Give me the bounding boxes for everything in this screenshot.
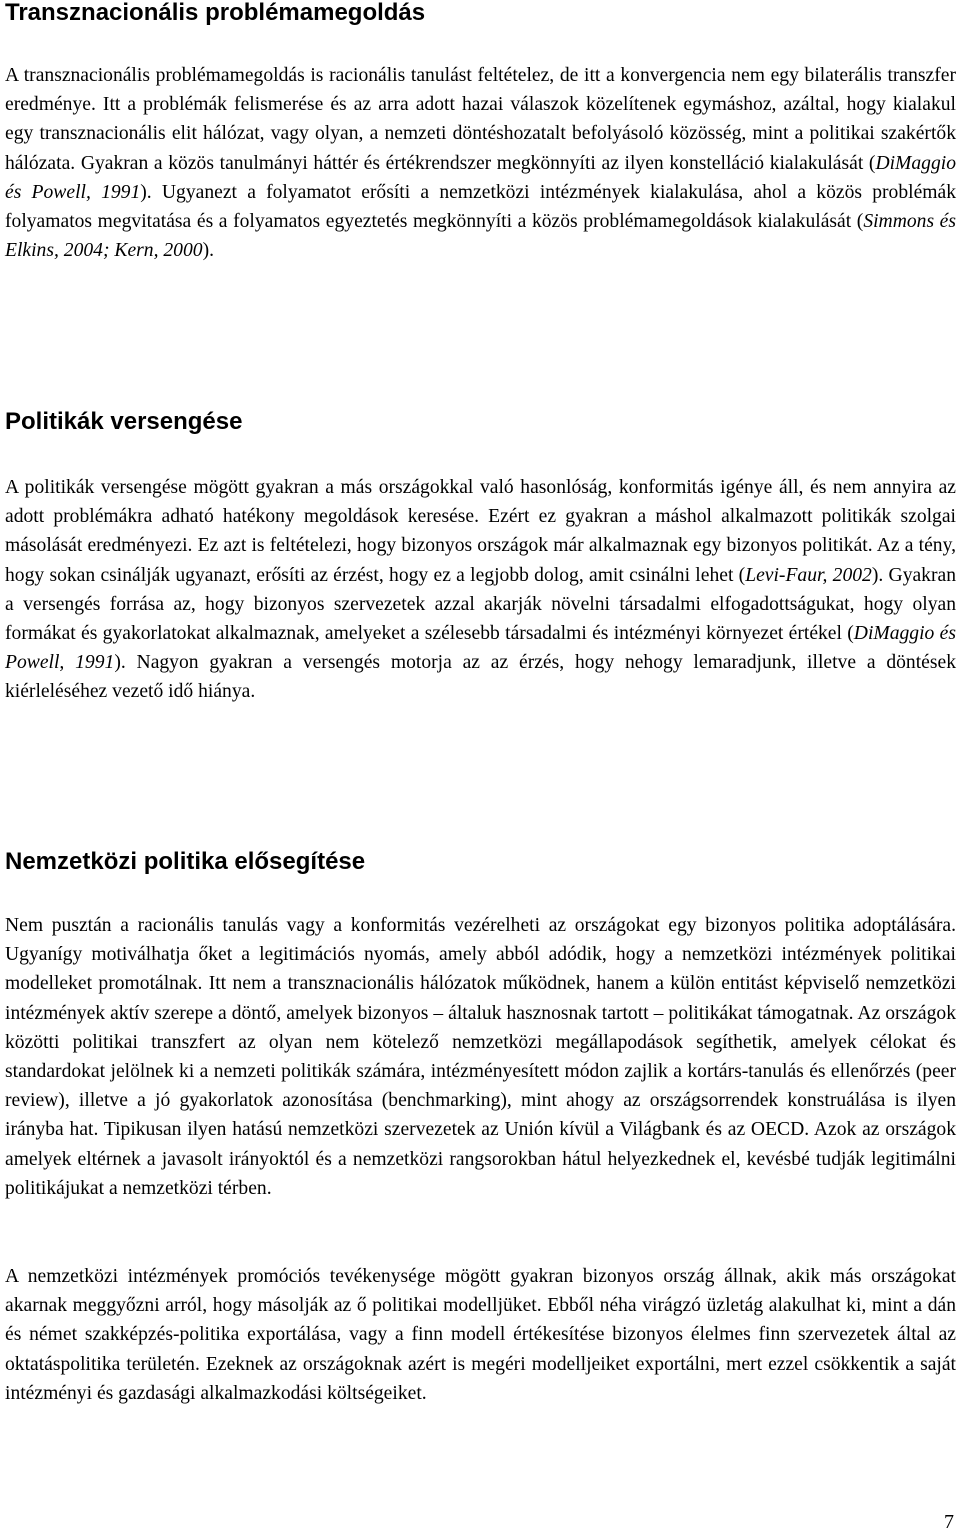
section-heading-competition: Politikák versengése	[5, 408, 243, 435]
section-heading-transnational: Transznacionális problémamegoldás	[5, 0, 426, 26]
paragraph-competition: A politikák versengése mögött gyakran a más országokkal való hasonlóság, konformitás igénye áll, és nem annyira az adott problémákra adható hatékony megoldások keresése. Ezért ez gyakran a máshol alkalmazott politikák szolgai másolását eredményezi. Ez azt is feltételezi, hogy bizonyos országok már alkalmaznak egy bizonyos politikát. Az a tény, hogy sokan csinálják ugyanazt, erősíti az érzést, hogy ez a legjobb dolog, amit csinálni lehet (Levi-Faur, 2002). Gyakran a versengés forrása az, hogy bizonyos szervezetek azzal akarják növelni társadalmi elfogadottságukat, hogy olyan formákat és gyakorlatokat alkalmaznak, amelyeket a szélesebb társadalmi és intézményi környezet értékel (DiMaggio és Powell, 1991). Nagyon gyakran a versengés motorja az az érzés, hogy nehogy lemaradjunk, illetve a döntések kiérleléséhez vezető idő hiánya.	[5, 477, 957, 703]
page-number: 7	[944, 1511, 954, 1533]
section-heading-international-promotion: Nemzetközi politika elősegítése	[5, 848, 366, 875]
paragraph-international-promotion: Nem pusztán a racionális tanulás vagy a konformitás vezérelheti az országokat egy bizonyos politika adoptálására. Ugyanígy motiválhatja őket a legitimációs nyomás, amely abból adódik, hogy a nemzetközi intézmények politikai modelleket promotálnak. Itt nem a transznacionális hálózatok működnek, hanem a külön entitást képviselő nemzetközi intézmények aktív szerepe a döntő, amelyek bizonyos – általuk hasznosnak tartott – politikákat támogatnak. Az országok közötti politikai transzfert az olyan nem kötelező nemzetközi megállapodások segíthetik, amelyek célokat és standardokat jelölnek ki a nemzeti politikák számára, intézményesített módon zajlik a kortárs-tanulás és ellenőrzés (peer review), illetve a jó gyakorlatok azonosítása (benchmarking), mint ahogy az országsorrendek konstruálása is ilyen irányba hat. Tipikusan ilyen hatású nemzetközi szervezetek az Unión kívül a Világbank és az OECD. Azok az országok amelyek eltérnek a javasolt irányoktól és a nemzetközi rangsorokban hátul helyezkednek el, kevésbé tudják legitimálni politikájukat a nemzetközi térben.	[5, 915, 956, 1199]
paragraph-transnational: A transznacionális problémamegoldás is racionális tanulást feltételez, de itt a konvergencia nem egy bilaterális transzfer eredménye. Itt a problémák felismerése és az arra adott hazai válaszok közelítenek egymáshoz, azáltal, hogy kialakul egy transznacionális elit hálózat, vagy olyan, a nemzeti döntéshozatalt befolyásoló közösség, mint a politikai szakértők hálózata. Gyakran a közös tanulmányi háttér és értékrendszer megkönnyíti az ilyen konstelláció kialakulását (DiMaggio és Powell, 1991). Ugyanezt a folyamatot erősíti a nemzetközi intézmények kialakulása, ahol a közös problémák folyamatos megvitatása és a folyamatos egyeztetés megkönnyíti a közös problémamegoldások kialakulását (Simmons és Elkins, 2004; Kern, 2000).	[5, 65, 957, 262]
paragraph-institution-promotion: A nemzetközi intézmények promóciós tevékenysége mögött gyakran bizonyos ország állnak, akik más országokat akarnak meggyőzni arról, hogy másolják az ő politikai modelljüket. Ebből néha virágzó üzletág alakulhat ki, mint a dán és német szakképzés-politika exportálása, vagy a finn modell értékesítése bizonyos élelmes finn szervezetek által az oktatáspolitika területén. Ezeknek az országoknak azért is megéri modelljeiket exportálni, mert ezzel csökkentik a saját intézményi és gazdasági alkalmazkodási költségeiket.	[5, 1266, 956, 1404]
